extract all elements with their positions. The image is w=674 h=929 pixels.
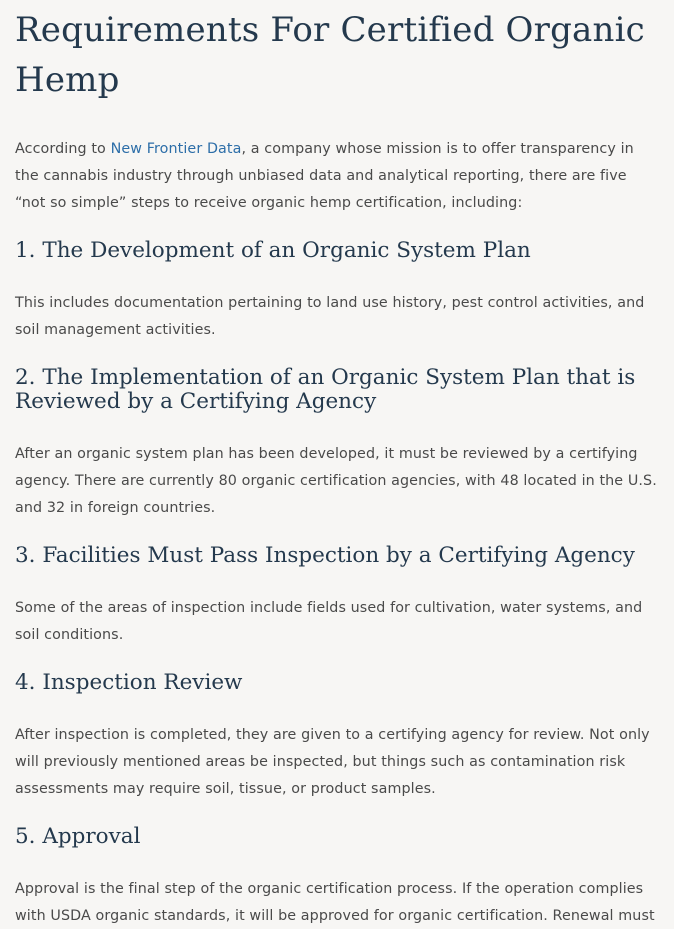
section-heading-3: 3. Facilities Must Pass Inspection by a Certifying Agency (15, 543, 635, 568)
section-heading-1: 1. The Development of an Organic System Plan (15, 238, 531, 263)
section-body-1: This includes documentation pertaining to land use history, pest control activities, and soil management activities. (15, 295, 645, 338)
section-body-3: Some of the areas of inspection include fields used for cultivation, water systems, and soil conditions. (15, 600, 643, 643)
page-title: Requirements For Certified Organic Hemp (15, 10, 645, 100)
article (0, 5, 674, 929)
section-body-2: After an organic system plan has been developed, it must be reviewed by a certifying agency. There are currently 80 organic certification agencies, with 48 located in the U.S. and 32 in foreign countries. (15, 446, 657, 516)
section-heading-5: 5. Approval (15, 824, 141, 849)
intro-prefix: According to (15, 141, 111, 157)
intro-paragraph (15, 136, 660, 217)
new-frontier-data-link[interactable]: New Frontier Data (110, 141, 242, 157)
section-heading-2: 2. The Implementation of an Organic System Plan that is Reviewed by a Certifying Agency (15, 365, 636, 414)
section-heading-4: 4. Inspection Review (15, 670, 243, 695)
intro-suffix: , a company whose mission is to offer transparency in the cannabis industry through unbiased data and analytical reporting, there are five “not so simple” steps to receive organic hemp certification, including: (15, 141, 634, 211)
section-body-5: Approval is the final step of the organic certification process. If the operation complies with USDA organic standards, it will be approved for organic certification. Renewal must (15, 881, 655, 924)
section-body-4: After inspection is completed, they are given to a certifying agency for review. Not only will previously mentioned areas be inspected, but things such as contamination risk assessments may require soil, tissue, or product samples. (15, 727, 650, 797)
